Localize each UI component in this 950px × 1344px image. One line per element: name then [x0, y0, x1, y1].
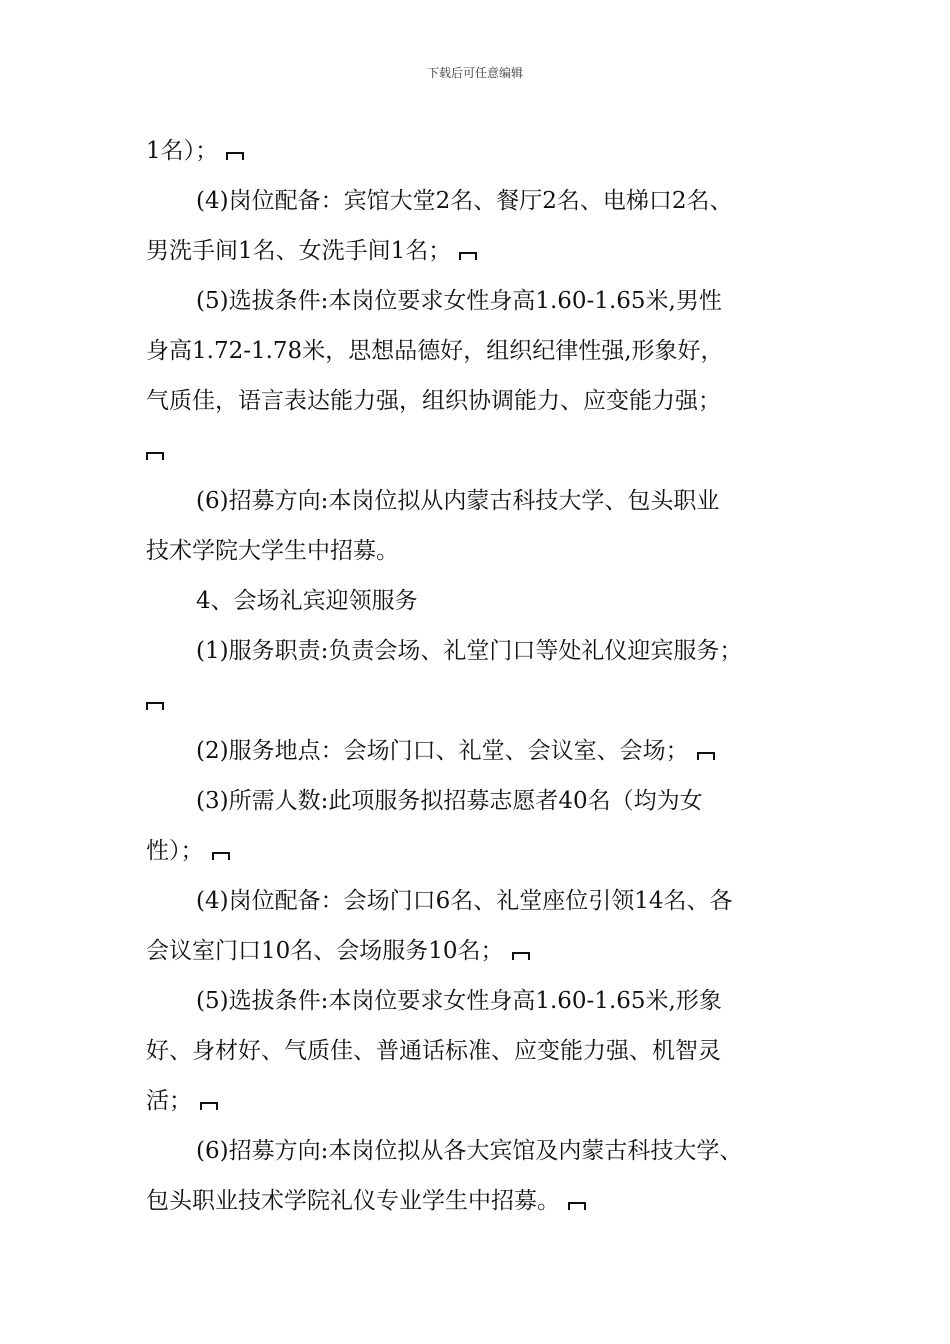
- text-line: (2)服务地点：会场门口、礼堂、会议室、会场；: [196, 736, 715, 766]
- text-line: 气质佳，语言表达能力强，组织协调能力、应变能力强；: [146, 388, 721, 414]
- text-line: [138, 436, 164, 466]
- text-line: (6)招募方向:本岗位拟从各大宾馆及内蒙古科技大学、: [196, 1138, 743, 1164]
- text-line: (4)岗位配备：宾馆大堂2名、餐厅2名、电梯口2名、: [196, 188, 733, 214]
- text-line: 包头职业技术学院礼仪专业学生中招募。: [146, 1186, 586, 1216]
- paragraph-mark-icon: [212, 852, 230, 860]
- text-line: 活；: [146, 1086, 218, 1116]
- text-line: 性）；: [146, 836, 230, 866]
- text-line: [138, 686, 164, 716]
- section-heading: 4、会场礼宾迎领服务: [196, 588, 418, 614]
- text-line: 男洗手间1名、女洗手间1名；: [146, 236, 477, 266]
- paragraph-mark-icon: [146, 702, 164, 710]
- text-line: (5)选拔条件:本岗位要求女性身高1.60-1.65米,形象: [196, 988, 722, 1014]
- text-line: 技术学院大学生中招募。: [146, 538, 399, 564]
- text-line: (6)招募方向:本岗位拟从内蒙古科技大学、包头职业: [196, 488, 720, 514]
- text-line: 1名）；: [146, 136, 244, 166]
- paragraph-mark-icon: [697, 752, 715, 760]
- text-line: 会议室门口10名、会场服务10名；: [146, 936, 530, 966]
- text-line: (5)选拔条件:本岗位要求女性身高1.60-1.65米,男性: [196, 288, 722, 314]
- paragraph-mark-icon: [512, 952, 530, 960]
- paragraph-mark-icon: [146, 452, 164, 460]
- text-line: 身高1.72-1.78米，思想品德好，组织纪律性强,形象好，: [146, 338, 724, 364]
- paragraph-mark-icon: [459, 252, 477, 260]
- text-line: (3)所需人数:此项服务拟招募志愿者40名（均为女: [196, 788, 703, 814]
- paragraph-mark-icon: [568, 1202, 586, 1210]
- paragraph-mark-icon: [226, 152, 244, 160]
- text-line: 好、身材好、气质佳、普通话标准、应变能力强、机智灵: [146, 1038, 721, 1064]
- text-line: (4)岗位配备：会场门口6名、礼堂座位引领14名、各: [196, 888, 733, 914]
- text-line: (1)服务职责:负责会场、礼堂门口等处礼仪迎宾服务；: [196, 638, 743, 664]
- paragraph-mark-icon: [200, 1102, 218, 1110]
- page-header: 下载后可任意编辑: [426, 66, 523, 80]
